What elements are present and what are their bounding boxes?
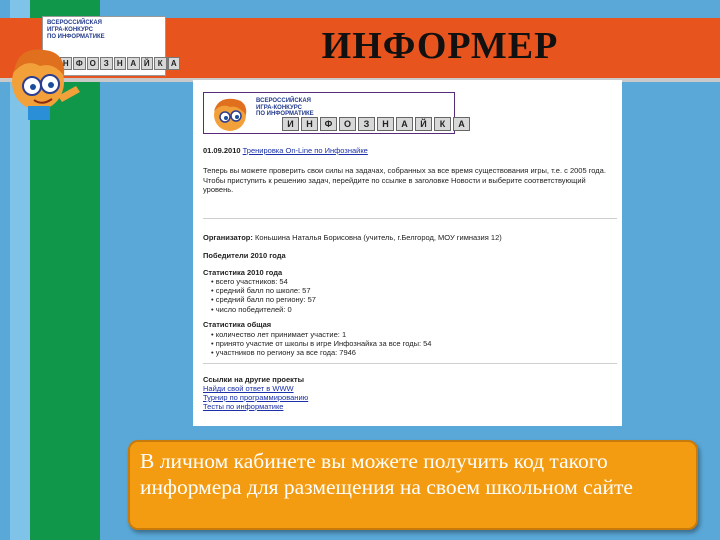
links-title: Ссылки на другие проекты [203, 375, 304, 384]
informer-logo-letter: З [358, 117, 375, 131]
informer-logo-letters [282, 117, 470, 131]
project-link[interactable]: Тесты по информатике [203, 402, 284, 411]
informer-logo-letter: И [282, 117, 299, 131]
mascot-icon [4, 36, 84, 120]
slide-title: ИНФОРМЕР [321, 25, 559, 67]
logo-subtitle: ВСЕРОССИЙСКАЯ ИГРА-КОНКУРС ПО ИНФОРМАТИКЕ [47, 20, 105, 40]
informer-logo-letter: Н [301, 117, 318, 131]
logo-letter: А [168, 57, 181, 70]
stats-2010-item: • средний балл по школе: 57 [211, 286, 611, 295]
informer-logo-subtitle: ВСЕРОССИЙСКАЯ ИГРА-КОНКУРС ПО ИНФОРМАТИКЕ [256, 98, 314, 117]
stats-general-title: Статистика общая [203, 320, 272, 329]
news-heading [203, 146, 615, 156]
project-link[interactable]: Найди свой ответ в WWW [203, 384, 294, 393]
logo-letter: Н [114, 57, 127, 70]
informer-screenshot [193, 80, 622, 426]
stats-2010-title: Статистика 2010 года [203, 268, 283, 277]
informer-logo-letter: А [396, 117, 413, 131]
informer-logo-letter: О [339, 117, 356, 131]
organizer-value: Коньшина Наталья Борисовна (учитель, г.Белгород, МОУ гимназия 12) [254, 233, 502, 242]
caption-box [128, 440, 698, 530]
mascot-face-icon [208, 95, 254, 133]
logo-letter: О [87, 57, 100, 70]
stats-2010-list [211, 277, 611, 314]
logo-letter: Н [60, 57, 73, 70]
organizer-label: Организатор: [203, 233, 253, 242]
winners-label: Победители 2010 года [203, 251, 286, 260]
logo-letter: З [100, 57, 113, 70]
stats-2010-item: • всего участников: 54 [211, 277, 611, 286]
stats-2010-item: • средний балл по региону: 57 [211, 295, 611, 304]
news-text: Теперь вы можете проверить свои силы на задачах, собранных за все время существования игры, т.е. с 2005 года. Чтобы приступить к решению задач, перейдите по ссылке в заголовке Новости и выберите соответствующий уровень. [203, 166, 606, 194]
informer-logo-letter: Н [377, 117, 394, 131]
stats-general-list [211, 330, 611, 358]
divider [203, 363, 617, 364]
informer-logo-letter: А [453, 117, 470, 131]
informer-logo-letter: К [434, 117, 451, 131]
logo-letter: Й [141, 57, 154, 70]
infoznaika-logo [4, 8, 184, 118]
organizer-line [203, 233, 615, 243]
divider [203, 218, 617, 219]
stats-2010-item: • число победителей: 0 [211, 305, 611, 314]
informer-logo-letter: Ф [320, 117, 337, 131]
logo-letter: А [127, 57, 140, 70]
caption-text: В личном кабинете вы можете получить код такого информера для размещения на своем школьном сайте [140, 449, 633, 499]
logo-letter: Ф [73, 57, 86, 70]
stats-general-item: • участников по региону за все года: 7946 [211, 348, 611, 357]
news-date: 01.09.2010 [203, 146, 241, 155]
project-links [203, 384, 308, 411]
informer-logo-letter: Й [415, 117, 432, 131]
logo-letter: К [154, 57, 167, 70]
project-link[interactable]: Турнир по программированию [203, 393, 309, 402]
news-link[interactable]: Тренировка On-Line по Инфознайке [242, 146, 368, 155]
stats-general-item: • количество лет принимает участие: 1 [211, 330, 611, 339]
stats-general-item: • принято участие от школы в игре Инфознайка за все годы: 54 [211, 339, 611, 348]
informer-logo [203, 92, 465, 134]
